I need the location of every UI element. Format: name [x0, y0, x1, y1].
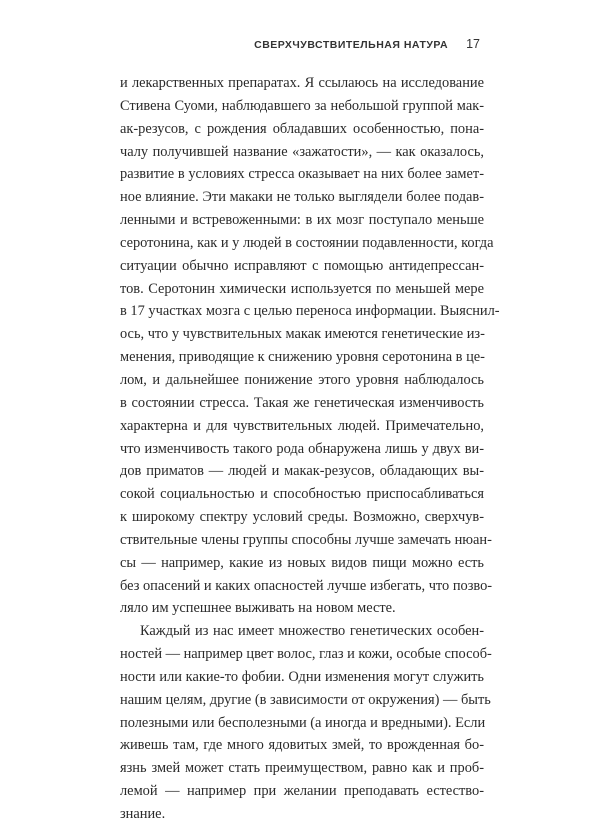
text-line: полезными или бесполезными (а иногда и вредными). Если [120, 714, 486, 731]
text-line: в состоянии стресса. Такая же генетическая изменчивость [120, 394, 484, 411]
text-line: живешь там, где много ядовитых змей, то врожденная бо- [120, 737, 484, 754]
text-line: развитие в условиях стресса оказывает на них более замет- [120, 166, 484, 183]
text-line: к широкому спектру условий среды. Возможно, сверхчув- [120, 509, 484, 526]
text-line: ностей — например цвет волос, глаз и кожи, особые способ- [120, 646, 492, 663]
text-line: Каждый из нас имеет множество генетических особен- [140, 623, 484, 640]
text-line: серотонина, как и у людей в состоянии подавленности, когда [120, 234, 494, 251]
text-line: ляло им успешнее выживать на новом месте. [120, 600, 396, 617]
running-head [120, 37, 480, 51]
text-line: сы — например, какие из новых видов пищи можно есть [120, 554, 484, 571]
text-line: и лекарственных препаратах. Я ссылаюсь на исследование [120, 75, 484, 91]
text-line: чалу получившей название «зажатости», — как оказалось, [120, 143, 484, 160]
text-line: знание. [120, 806, 166, 822]
text-line: язнь змей может стать преимуществом, равно как и проб- [120, 760, 484, 777]
text-line: тов. Серотонин химически используется по меньшей мере [120, 280, 484, 297]
text-line: ствительные члены группы способны лучше замечать нюан- [120, 531, 492, 548]
paragraph [120, 72, 500, 620]
text-line: менения, приводящие к снижению уровня серотонина в це- [120, 349, 485, 366]
text-line: ак-резусов, с рождения обладавших особенностью, пона- [120, 120, 484, 137]
page-number: 17 [466, 37, 480, 51]
text-line: без опасений и каких опасностей лучше избегать, что позво- [120, 577, 493, 594]
text-line: ное влияние. Эти макаки не только выглядели более подав- [120, 189, 484, 206]
text-line: ось, что у чувствительных макак имеются генетические из- [120, 326, 485, 343]
running-title: СВЕРХЧУВСТВИТЕЛЬНАЯ НАТУРА [254, 39, 449, 51]
text-line: сокой социальностью и способностью приспосабливаться [120, 486, 484, 503]
text-line: дов приматов — людей и макак-резусов, обладающих вы- [120, 463, 484, 480]
text-line: ности или какие-то фобии. Одни изменения могут служить [120, 668, 484, 685]
text-line: ситуации обычно исправляют с помощью антидепрессан- [120, 257, 484, 274]
body-text [120, 72, 500, 826]
text-line: что изменчивость такого рода обнаружена лишь у двух ви- [120, 440, 484, 457]
text-line: ленными и встревоженными: в их мозг поступало меньше [120, 212, 484, 229]
text-line: характерна и для чувствительных людей. Примечательно, [120, 417, 484, 434]
text-line: в 17 участках мозга с целью переноса информации. Выяснил- [120, 303, 500, 320]
text-line: нашим целям, другие (в зависимости от окружения) — быть [120, 691, 491, 708]
text-line: Стивена Суоми, наблюдавшего за небольшой группой мак- [120, 97, 484, 114]
text-line: лемой — например при желании преподавать естество- [120, 783, 484, 800]
text-line: лом, и дальнейшее понижение этого уровня наблюдалось [120, 371, 484, 388]
paragraph [120, 620, 492, 826]
